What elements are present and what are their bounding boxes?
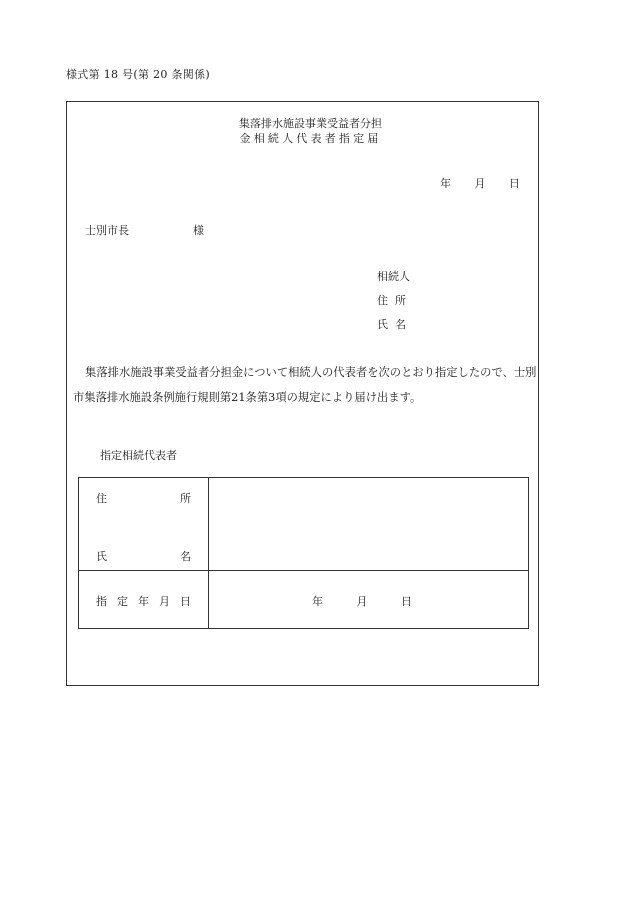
form-title-line1: 集落排水施設事業受益者分担 — [239, 117, 382, 130]
address-name-label-cell — [79, 478, 209, 571]
addressee-honorific: 様 — [193, 224, 204, 237]
representative-table — [78, 477, 529, 629]
applicant-name-label: 氏名 — [377, 318, 413, 331]
form-frame — [66, 101, 539, 686]
addressee — [85, 222, 204, 238]
body-text: 集落排水施設事業受益者分担金について相続人の代表者を次のとおり指定したので、士別市集落排水施設条例施行規則第21条第3項の規定により届け出ます。 — [73, 366, 537, 404]
addressee-name: 士別市長 — [85, 224, 129, 237]
submission-date: 年 月 日 — [440, 177, 520, 190]
form-number: 様式第 18 号(第 20 条関係) — [66, 68, 210, 81]
designation-date-field[interactable] — [209, 571, 529, 629]
designation-date-label: 指 定 年 月 日 — [96, 595, 191, 608]
address-label: 住 所 — [96, 492, 191, 505]
designation-date-value: 年 月 日 — [312, 595, 412, 608]
designation-date-label-cell — [79, 571, 209, 629]
form-title-line2: 金相続人代表者指定届 — [239, 132, 382, 145]
applicant-heir-label: 相続人 — [377, 270, 410, 283]
name-label: 氏 名 — [96, 550, 191, 563]
representative-label: 指定相続代表者 — [100, 449, 177, 462]
applicant-address-label: 住所 — [377, 294, 413, 307]
representative-address-name-field[interactable] — [209, 478, 529, 571]
